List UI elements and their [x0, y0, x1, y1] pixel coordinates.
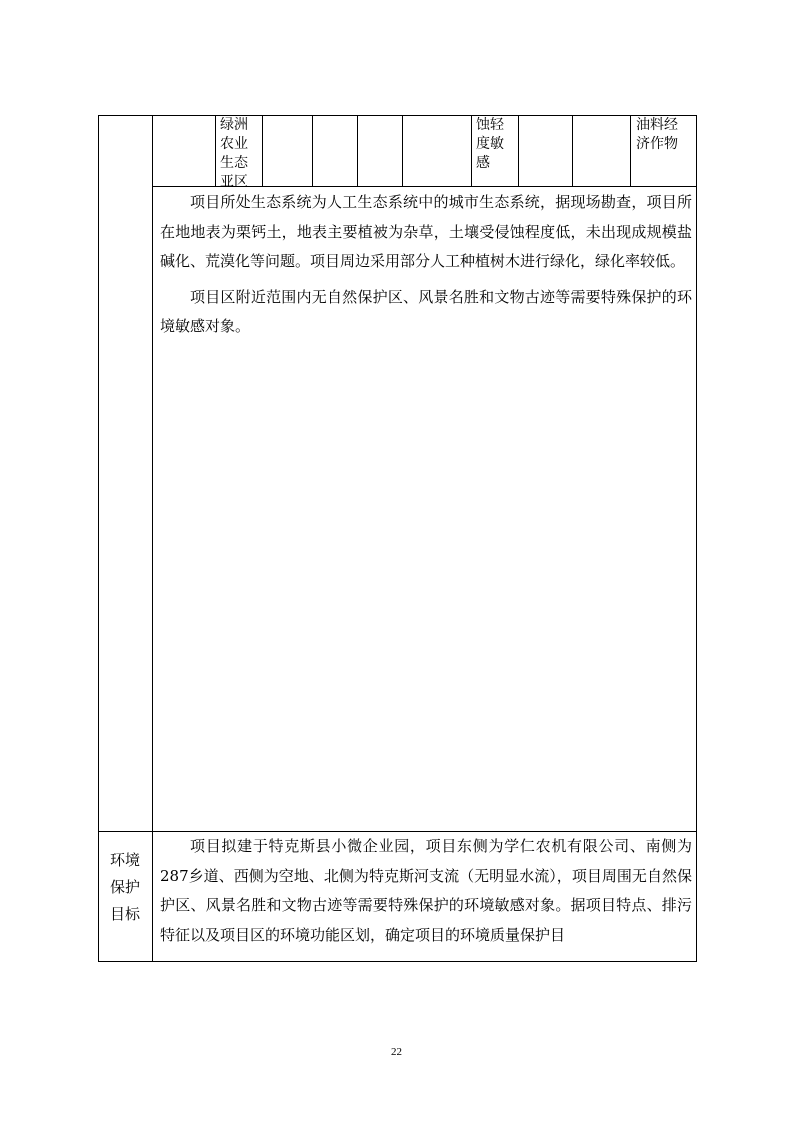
table-bottom-border: [98, 961, 697, 962]
zone-cell: 绿洲 农业 生态 亚区: [220, 117, 248, 190]
ecology-paragraph: 项目区附近范围内无自然保护区、风景名胜和文物古迹等需要特殊保护的环境敏感对象。: [160, 287, 692, 335]
ecology-paragraph: 项目所处生态系统为人工生态系统中的城市生态系统，据现场勘查，项目所在地地表为栗钙土，地表主要植被为杂草，土壤受侵蚀程度低，未出现成规模盐碱化、荒漠化等问题。项目周边采用部分人工种植树木进行绿化，绿化率较低。: [160, 193, 692, 270]
ecology-description: [160, 188, 692, 342]
label-line: 目标: [109, 905, 140, 923]
table-top-border: [98, 115, 697, 116]
label-column-divider: [152, 115, 153, 962]
protection-paragraph: 项目拟建于特克斯县小微企业园，项目东侧为学仁农机有限公司、南侧为287乡道、西侧为空地、北侧为特克斯河支流（无明显水流），项目周围无自然保护区、风景名胜和文物古迹等需要特殊保护的环境敏感对象。据项目特点、排污特征以及项目区的环境功能区划，确定项目的环境质量保护目: [160, 837, 692, 944]
crops-cell: 油料经 济作物: [636, 117, 678, 152]
protection-section-label: [98, 847, 152, 928]
page-number: 22: [391, 1046, 402, 1058]
label-line: 环境: [109, 851, 140, 869]
erosion-sensitivity-cell: 蚀轻 度敏 感: [476, 117, 504, 171]
protection-section-text: [160, 832, 692, 950]
table-left-border: [98, 115, 99, 962]
label-line: 保护: [109, 878, 140, 896]
table-right-border: [696, 115, 697, 962]
